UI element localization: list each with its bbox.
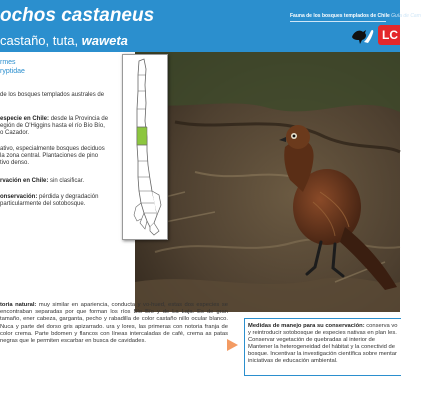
header-bar [0,0,421,52]
management-label: Medidas de manejo para su conservación: [248,323,365,329]
guide-underline [290,21,386,22]
guide-title-bold: Fauna de los bosques templados de Chile [290,13,390,19]
distribution-label: especie en Chile: [0,116,50,122]
threats-value: pérdida y degradación [39,194,99,200]
management-text [248,323,398,365]
common-name-part2: waweta [81,33,128,48]
footer-strip [0,394,400,400]
chile-range-map [123,55,167,239]
arrow-right-icon [227,339,238,351]
conservation-value: sin clasificar. [50,178,85,184]
conservation-label: rvación en Chile: [0,178,49,184]
natural-history-text: muy similar en apariencia, conducta y vo-hued, estas dos especies se encontraban separadas por que forman los ríos Bío Bío y de La Laja. Es de gran tamaño, ener cabeza, garganta, pecho y rabadilla de color castaño nillo ocular blanco. Nuca y parte del dorso gris apizarrado. ura y lores, las primeras con notoria franja de color crema. Parte bdomen y flancos con líneas intercaladas de café, crema as patas negras que le permiten escarbar en busca de cavidades. [0,302,228,345]
distribution-value-3: o Cazador. [0,130,30,136]
taxonomy-order: rmes [0,59,16,66]
threats-text [0,194,98,208]
intro-text: de los bosques templados australes de [0,92,105,98]
guide-title-italic: Guía de Cam [391,13,421,19]
threats-line-2: particularmente del sotobosque. [0,201,86,207]
distribution-map [122,54,168,240]
bird-hand-logo [350,25,376,47]
taxonomy [0,58,25,76]
status-badge: LC [378,25,400,45]
habitat-text [0,146,105,167]
taxonomy-family: ryptidae [0,68,25,75]
bird-photo [135,52,400,312]
distribution-text [0,116,108,137]
scientific-name: ochos castaneus [0,5,155,26]
distribution-value-2: egión de O'Higgins hasta el río Bío Bío, [0,123,105,129]
management-body: conserva vo y reintroducir sotobosque de especies nativas en plan les. Conservar vegetación de quebradas al interior de Mantener la heterogeneidad del hábitat y la conectivid de bosque. Incentivar la investigación científica sobre mentar iniciativas de educación ambiental. [248,323,398,364]
habitat-line-2: la zona central. Plantaciones de pino [0,153,99,159]
threats-label: onservación: [0,194,38,200]
conservation-status [0,178,84,185]
habitat-line-3: tivo denso. [0,160,30,166]
distribution-value-1: desde la Provincia de [50,116,109,122]
natural-history [0,302,228,374]
natural-history-label: toria natural: [0,302,37,308]
common-name-part1: castaño, tuta, [0,33,82,48]
common-names [0,33,128,48]
guide-title [290,13,421,19]
habitat-line-1: ativo, especialmente bosques deciduos [0,146,105,152]
bird-photo-art [135,52,400,312]
